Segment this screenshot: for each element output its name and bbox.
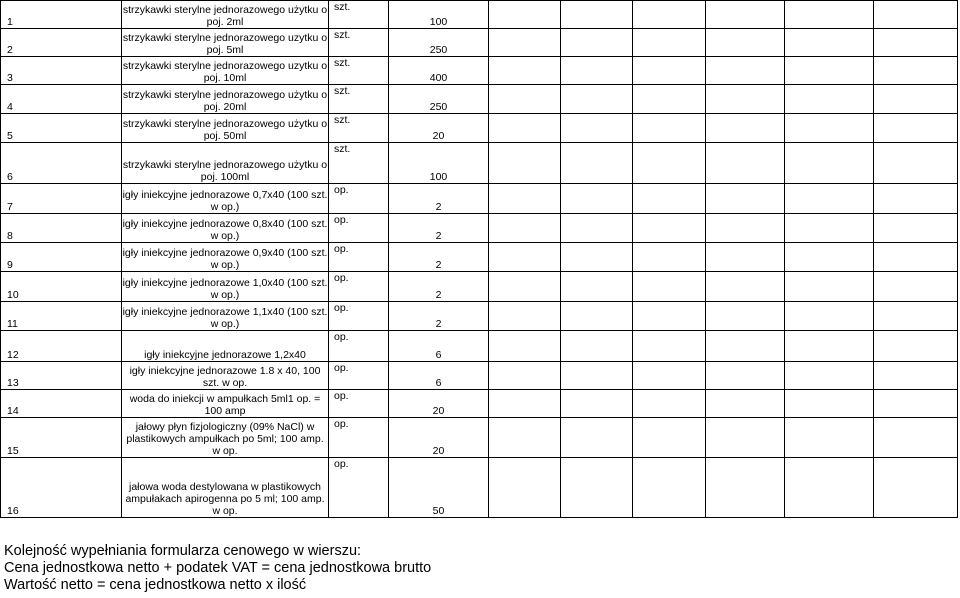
item-name: igły iniekcyjne jednorazowe 1.8 x 40, 100 szt. w op.: [122, 362, 329, 390]
empty-price-cell[interactable]: [785, 418, 874, 458]
empty-price-cell[interactable]: [561, 458, 633, 518]
item-unit: op.: [329, 362, 389, 390]
empty-price-cell[interactable]: [489, 214, 561, 243]
row-number: 6: [1, 143, 122, 184]
item-name: igły iniekcyjne jednorazowe 0,7x40 (100 szt. w op.): [122, 184, 329, 214]
table-row: [1, 390, 958, 418]
empty-price-cell[interactable]: [561, 418, 633, 458]
item-unit: op.: [329, 214, 389, 243]
row-number: 7: [1, 184, 122, 214]
empty-price-cell[interactable]: [874, 57, 958, 85]
empty-price-cell[interactable]: [874, 272, 958, 302]
item-quantity: 2: [389, 302, 489, 331]
empty-price-cell[interactable]: [874, 214, 958, 243]
empty-price-cell[interactable]: [706, 458, 785, 518]
item-unit: szt.: [329, 1, 389, 29]
item-quantity: 100: [389, 1, 489, 29]
empty-price-cell[interactable]: [633, 85, 706, 114]
item-name: igły iniekcyjne jednorazowe 0,9x40 (100 szt. w op.): [122, 243, 329, 272]
empty-price-cell[interactable]: [633, 114, 706, 143]
instructions-note: [4, 543, 431, 594]
table-row: [1, 214, 958, 243]
item-unit: op.: [329, 418, 389, 458]
table-row: [1, 243, 958, 272]
empty-price-cell[interactable]: [489, 331, 561, 362]
row-number: 12: [1, 331, 122, 362]
empty-price-cell[interactable]: [561, 390, 633, 418]
empty-price-cell[interactable]: [561, 362, 633, 390]
empty-price-cell[interactable]: [489, 390, 561, 418]
empty-price-cell[interactable]: [874, 302, 958, 331]
table-row: [1, 272, 958, 302]
empty-price-cell[interactable]: [489, 272, 561, 302]
empty-price-cell[interactable]: [561, 29, 633, 57]
item-name: strzykawki sterylne jednorazowego użytku o poj. 50ml: [122, 114, 329, 143]
item-name: jałowa woda destylowana w plastikowych ampułakach apirogenna po 5 ml; 100 amp. w op.: [122, 458, 329, 518]
empty-price-cell[interactable]: [706, 362, 785, 390]
item-name: jałowy płyn fizjologiczny (09% NaCl) w plastikowych ampułkach po 5ml; 100 amp. w op.: [122, 418, 329, 458]
row-number: 9: [1, 243, 122, 272]
empty-price-cell[interactable]: [706, 302, 785, 331]
item-quantity: 50: [389, 458, 489, 518]
empty-price-cell[interactable]: [706, 114, 785, 143]
table-row: [1, 29, 958, 57]
empty-price-cell[interactable]: [633, 29, 706, 57]
table-body: [1, 1, 958, 518]
empty-price-cell[interactable]: [489, 302, 561, 331]
empty-price-cell[interactable]: [874, 29, 958, 57]
table-row: [1, 331, 958, 362]
empty-price-cell[interactable]: [489, 143, 561, 184]
empty-price-cell[interactable]: [489, 243, 561, 272]
empty-price-cell[interactable]: [633, 418, 706, 458]
empty-price-cell[interactable]: [633, 184, 706, 214]
item-name: strzykawki sterylne jednorazowego uzytku o poj. 5ml: [122, 29, 329, 57]
empty-price-cell[interactable]: [633, 243, 706, 272]
item-quantity: 400: [389, 57, 489, 85]
empty-price-cell[interactable]: [633, 272, 706, 302]
row-number: 13: [1, 362, 122, 390]
empty-price-cell[interactable]: [874, 114, 958, 143]
empty-price-cell[interactable]: [785, 458, 874, 518]
table-row: [1, 143, 958, 184]
empty-price-cell[interactable]: [489, 1, 561, 29]
row-number: 8: [1, 214, 122, 243]
empty-price-cell[interactable]: [874, 418, 958, 458]
item-unit: szt.: [329, 143, 389, 184]
empty-price-cell[interactable]: [874, 143, 958, 184]
item-unit: op.: [329, 272, 389, 302]
row-number: 10: [1, 272, 122, 302]
empty-price-cell[interactable]: [706, 390, 785, 418]
table-row: [1, 184, 958, 214]
empty-price-cell[interactable]: [633, 331, 706, 362]
item-name: igły iniekcyjne jednorazowe 1,2x40: [122, 331, 329, 362]
empty-price-cell[interactable]: [489, 184, 561, 214]
empty-price-cell[interactable]: [874, 331, 958, 362]
empty-price-cell[interactable]: [706, 143, 785, 184]
empty-price-cell[interactable]: [874, 85, 958, 114]
empty-price-cell[interactable]: [561, 114, 633, 143]
empty-price-cell[interactable]: [489, 85, 561, 114]
item-name: igły iniekcyjne jednorazowe 1,1x40 (100 szt. w op.): [122, 302, 329, 331]
empty-price-cell[interactable]: [785, 85, 874, 114]
empty-price-cell[interactable]: [561, 214, 633, 243]
empty-price-cell[interactable]: [874, 243, 958, 272]
item-unit: op.: [329, 458, 389, 518]
note-line-1: Kolejność wypełniania formularza cenowego w wierszu:: [4, 543, 362, 559]
item-name: strzykawki sterylne jednorazowego użytku o poj. 20ml: [122, 85, 329, 114]
row-number: 3: [1, 57, 122, 85]
table-row: [1, 418, 958, 458]
table-row: [1, 458, 958, 518]
item-quantity: 2: [389, 272, 489, 302]
empty-price-cell[interactable]: [785, 57, 874, 85]
item-name: strzykawki sterylne jednorazowego użytku o poj. 100ml: [122, 143, 329, 184]
item-unit: szt.: [329, 29, 389, 57]
empty-price-cell[interactable]: [706, 1, 785, 29]
row-number: 15: [1, 418, 122, 458]
row-number: 14: [1, 390, 122, 418]
empty-price-cell[interactable]: [561, 143, 633, 184]
item-quantity: 6: [389, 331, 489, 362]
item-name: strzykawki sterylne jednorazowego użytku o poj. 2ml: [122, 1, 329, 29]
empty-price-cell[interactable]: [633, 302, 706, 331]
empty-price-cell[interactable]: [489, 418, 561, 458]
item-unit: op.: [329, 243, 389, 272]
empty-price-cell[interactable]: [633, 57, 706, 85]
empty-price-cell[interactable]: [874, 390, 958, 418]
table-row: [1, 57, 958, 85]
item-quantity: 20: [389, 418, 489, 458]
empty-price-cell[interactable]: [561, 243, 633, 272]
empty-price-cell[interactable]: [561, 184, 633, 214]
item-quantity: 250: [389, 29, 489, 57]
empty-price-cell[interactable]: [706, 57, 785, 85]
item-unit: szt.: [329, 85, 389, 114]
empty-price-cell[interactable]: [561, 272, 633, 302]
empty-price-cell[interactable]: [489, 57, 561, 85]
table-row: [1, 85, 958, 114]
empty-price-cell[interactable]: [706, 29, 785, 57]
item-quantity: 20: [389, 390, 489, 418]
table-row: [1, 302, 958, 331]
row-number: 5: [1, 114, 122, 143]
empty-price-cell[interactable]: [706, 331, 785, 362]
row-number: 11: [1, 302, 122, 331]
empty-price-cell[interactable]: [874, 184, 958, 214]
item-quantity: 250: [389, 85, 489, 114]
empty-price-cell[interactable]: [561, 302, 633, 331]
table-row: [1, 362, 958, 390]
row-number: 4: [1, 85, 122, 114]
empty-price-cell[interactable]: [489, 114, 561, 143]
row-number: 16: [1, 458, 122, 518]
item-name: igły iniekcyjne jednorazowe 1,0x40 (100 szt. w op.): [122, 272, 329, 302]
item-unit: op.: [329, 390, 389, 418]
table-row: [1, 114, 958, 143]
item-quantity: 100: [389, 143, 489, 184]
table-row: [1, 1, 958, 29]
empty-price-cell[interactable]: [785, 114, 874, 143]
empty-price-cell[interactable]: [633, 362, 706, 390]
empty-price-cell[interactable]: [785, 362, 874, 390]
empty-price-cell[interactable]: [489, 362, 561, 390]
empty-price-cell[interactable]: [489, 29, 561, 57]
empty-price-cell[interactable]: [874, 362, 958, 390]
item-unit: szt.: [329, 57, 389, 85]
empty-price-cell[interactable]: [633, 1, 706, 29]
item-name: igły iniekcyjne jednorazowe 0,8x40 (100 szt. w op.): [122, 214, 329, 243]
empty-price-cell[interactable]: [706, 272, 785, 302]
empty-price-cell[interactable]: [489, 458, 561, 518]
item-quantity: 20: [389, 114, 489, 143]
item-quantity: 2: [389, 243, 489, 272]
empty-price-cell[interactable]: [561, 57, 633, 85]
empty-price-cell[interactable]: [785, 390, 874, 418]
item-unit: op.: [329, 184, 389, 214]
empty-price-cell[interactable]: [785, 184, 874, 214]
empty-price-cell[interactable]: [633, 143, 706, 184]
item-name: strzykawki sterylne jednorazowego uzytku o poj. 10ml: [122, 57, 329, 85]
item-unit: op.: [329, 331, 389, 362]
item-quantity: 2: [389, 214, 489, 243]
row-number: 1: [1, 1, 122, 29]
empty-price-cell[interactable]: [561, 331, 633, 362]
empty-price-cell[interactable]: [785, 29, 874, 57]
empty-price-cell[interactable]: [785, 143, 874, 184]
empty-price-cell[interactable]: [633, 390, 706, 418]
empty-price-cell[interactable]: [706, 418, 785, 458]
empty-price-cell[interactable]: [785, 331, 874, 362]
empty-price-cell[interactable]: [785, 1, 874, 29]
empty-price-cell[interactable]: [561, 85, 633, 114]
empty-price-cell[interactable]: [785, 272, 874, 302]
empty-price-cell[interactable]: [633, 214, 706, 243]
empty-price-cell[interactable]: [706, 214, 785, 243]
empty-price-cell[interactable]: [874, 458, 958, 518]
note-line-3: Wartość netto = cena jednostkowa netto x ilość: [4, 577, 307, 593]
item-quantity: 6: [389, 362, 489, 390]
empty-price-cell[interactable]: [561, 1, 633, 29]
empty-price-cell[interactable]: [785, 214, 874, 243]
item-unit: op.: [329, 302, 389, 331]
item-unit: szt.: [329, 114, 389, 143]
note-line-2: Cena jednostkowa netto + podatek VAT = cena jednostkowa brutto: [4, 560, 432, 576]
item-quantity: 2: [389, 184, 489, 214]
item-name: woda do iniekcji w ampułkach 5ml1 op. = 100 amp: [122, 390, 329, 418]
empty-price-cell[interactable]: [633, 458, 706, 518]
empty-price-cell[interactable]: [706, 184, 785, 214]
empty-price-cell[interactable]: [706, 85, 785, 114]
empty-price-cell[interactable]: [785, 243, 874, 272]
empty-price-cell[interactable]: [785, 302, 874, 331]
empty-price-cell[interactable]: [874, 1, 958, 29]
empty-price-cell[interactable]: [706, 243, 785, 272]
row-number: 2: [1, 29, 122, 57]
